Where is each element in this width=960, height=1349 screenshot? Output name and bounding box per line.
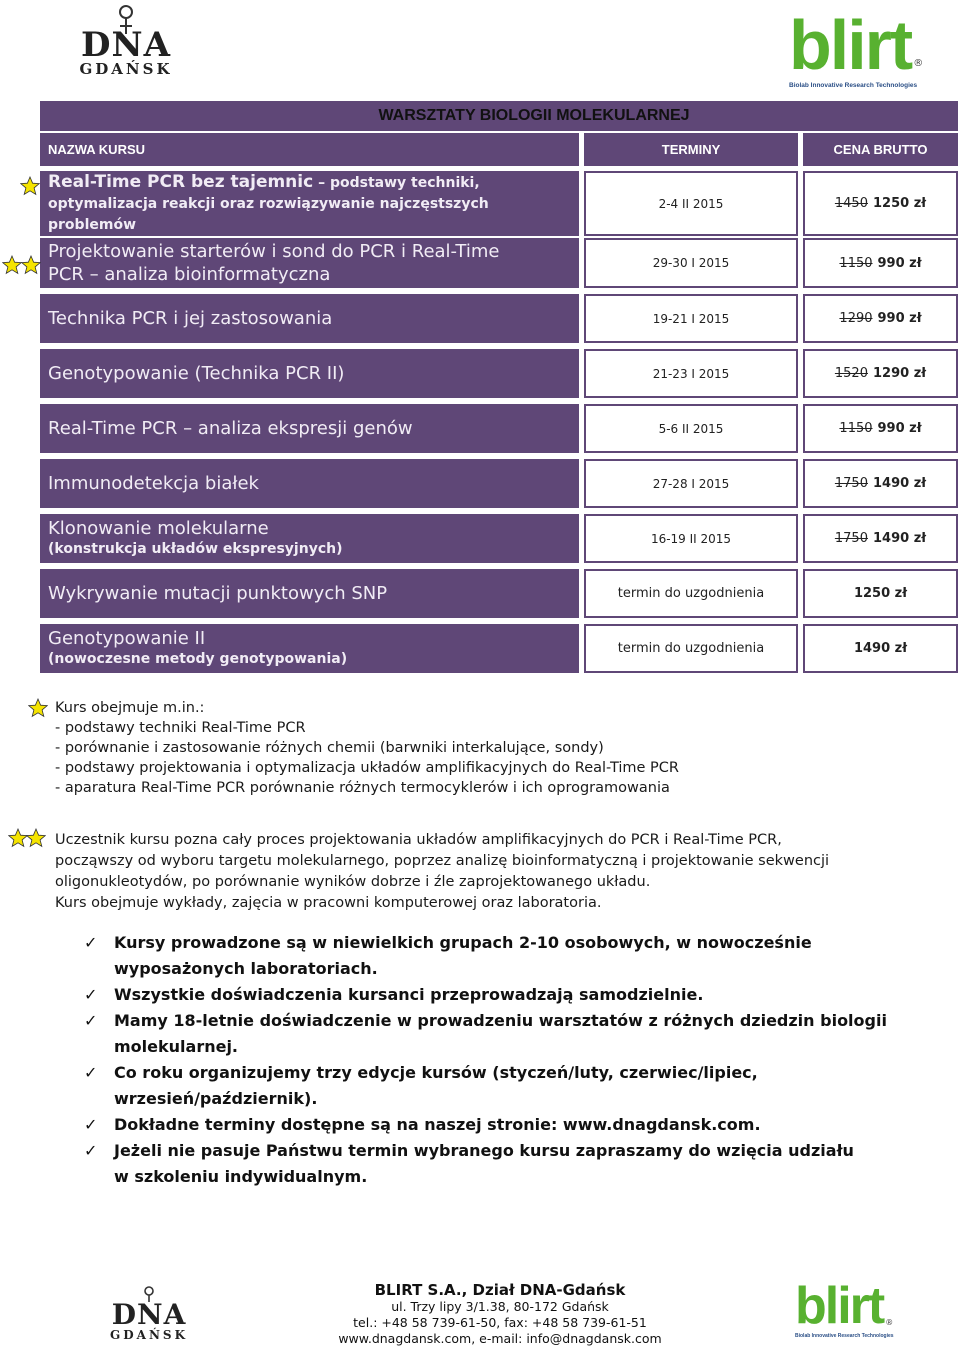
old-price: 1450 — [834, 196, 868, 211]
table-header-row — [40, 133, 958, 166]
old-price: 1150 — [839, 255, 873, 271]
new-price: 990 zł — [877, 311, 922, 326]
course-dates: 2-4 II 2015 — [584, 171, 798, 236]
course-price-cell — [803, 238, 958, 288]
dna-logo-word: DNA — [111, 1298, 187, 1331]
list-item-line: Dokładne terminy dostępne są na naszej stronie: www.dnagdansk.com. — [114, 1115, 761, 1134]
new-price: 1290 zł — [872, 366, 927, 381]
new-price: 1490 zł — [853, 641, 908, 656]
course-name-cell — [40, 514, 579, 563]
course-name-cell — [40, 404, 579, 453]
list-item — [84, 1112, 887, 1138]
blirt-logo-subtitle: Biolab Innovative Research Technologies — [795, 1333, 894, 1339]
course-price-cell — [803, 459, 958, 508]
course-dates: 5-6 II 2015 — [584, 404, 798, 453]
check-icon: ✓ — [84, 1141, 98, 1160]
note-line: Kurs obejmuje wykłady, zajęcia w pracowni komputerowej oraz laboratoria. — [55, 895, 602, 911]
course-name: Klonowanie molekularne — [48, 517, 269, 539]
note-line: - podstawy projektowania i optymalizacja układów amplifikacyjnych do Real-Time PCR — [55, 760, 679, 776]
header-price: CENA BRUTTO — [803, 133, 958, 166]
course-scope-notes — [55, 698, 679, 798]
note-line: począwszy od wyboru targetu molekularnego, poprzez analizę bioinformatyczną i projektowanie sekwencji — [55, 853, 830, 869]
course-name-cell — [40, 624, 579, 673]
old-price: 1290 — [839, 311, 873, 326]
header-course-name: NAZWA KURSU — [40, 133, 579, 166]
course-price-cell — [803, 514, 958, 563]
table-row — [40, 514, 958, 563]
table-title: WARSZTATY BIOLOGII MOLEKULARNEJ — [40, 101, 958, 133]
footer-contact — [330, 1281, 670, 1347]
course-price-cell — [803, 569, 958, 618]
course-dates: 21-23 I 2015 — [584, 349, 798, 398]
table-row — [40, 624, 958, 673]
course-name: Genotypowanie (Technika PCR II) — [48, 363, 345, 384]
dna-logo-city: GDAŃSK — [79, 60, 173, 78]
course-name: Immunodetekcja białek — [48, 473, 259, 494]
course-name: Projektowanie starterów i sond do PCR i Real-Time PCR – analiza bioinformatyczna — [48, 241, 500, 285]
course-name: Real-Time PCR bez tajemnic — [48, 172, 314, 192]
note-line: Kurs obejmuje m.in.: — [55, 700, 205, 716]
course-subtitle: – podstawy techniki, optymalizacja reakcji oraz rozwiązywanie najczęstszych problemów — [48, 175, 489, 233]
course-dates: 29-30 I 2015 — [584, 238, 798, 288]
course-dates: 27-28 I 2015 — [584, 459, 798, 508]
old-price: 1150 — [839, 421, 873, 436]
course-name-cell — [40, 171, 579, 236]
list-item — [84, 1008, 887, 1060]
course-price-cell — [803, 294, 958, 343]
table-row — [40, 404, 958, 453]
list-item — [84, 1060, 887, 1112]
note-line: oligonukleotydów, po porównanie wyników dobrze i źle zaprojektowanego układu. — [55, 874, 651, 890]
list-item-line: Mamy 18-letnie doświadczenie w prowadzeniu warsztatów z różnych dziedzin biologii — [114, 1011, 887, 1030]
note-line: - podstawy techniki Real-Time PCR — [55, 720, 306, 736]
table-row — [40, 569, 958, 618]
new-price: 990 zł — [877, 255, 922, 271]
course-name: Genotypowanie II — [48, 627, 206, 649]
list-item — [84, 930, 887, 982]
table-row — [40, 294, 958, 343]
table-row — [40, 459, 958, 508]
blirt-logo-subtitle: Biolab Innovative Research Technologies — [789, 82, 918, 89]
blirt-registered-mark: ® — [885, 1318, 894, 1327]
course-description-notes — [55, 830, 829, 914]
dna-logo-city: GDAŃSK — [109, 1328, 189, 1342]
old-price: 1750 — [834, 531, 868, 546]
courses-table — [40, 101, 958, 673]
course-dates: termin do uzgodnienia — [584, 624, 798, 673]
footer-web[interactable]: www.dnagdansk.com, e-mail: info@dnagdansk.com — [338, 1331, 662, 1346]
list-item-line: wrzesień/październik). — [114, 1089, 318, 1108]
course-name-cell — [40, 459, 579, 508]
footer-phone: tel.: +48 58 739-61-50, fax: +48 58 739-61-51 — [353, 1315, 647, 1330]
course-subtitle: (konstrukcja układów ekspresyjnych) — [48, 540, 343, 557]
course-price-cell — [803, 624, 958, 673]
star-icon — [21, 255, 41, 275]
blirt-logo-footer — [795, 1277, 905, 1339]
new-price: 1250 zł — [872, 196, 927, 211]
footer-company: BLIRT S.A., Dział DNA-Gdańsk — [374, 1281, 626, 1299]
course-dates: termin do uzgodnienia — [584, 569, 798, 618]
list-item-line: w szkoleniu indywidualnym. — [114, 1167, 368, 1186]
note-line: Uczestnik kursu pozna cały proces projektowania układów amplifikacyjnych do PCR i Real-Time PCR, — [55, 832, 782, 848]
dna-logo-word: DNA — [81, 25, 171, 65]
check-icon: ✓ — [84, 1011, 98, 1030]
blirt-logo — [789, 6, 929, 89]
old-price: 1520 — [834, 366, 868, 381]
table-row — [40, 238, 958, 288]
list-item — [84, 1138, 887, 1190]
old-price: 1750 — [834, 476, 868, 491]
header-dates: TERMINY — [584, 133, 798, 166]
check-icon: ✓ — [84, 1115, 98, 1134]
note-line: - aparatura Real-Time PCR porównanie różnych termocyklerów i ich oprogramowania — [55, 780, 670, 796]
dna-gdansk-logo — [74, 4, 178, 78]
list-item-line: wyposażonych laboratoriach. — [114, 959, 378, 978]
benefits-checklist — [84, 930, 887, 1190]
new-price: 990 zł — [877, 421, 922, 436]
new-price: 1490 zł — [872, 476, 927, 491]
new-price: 1490 zł — [872, 531, 927, 546]
check-icon: ✓ — [84, 985, 98, 1004]
new-price: 1250 zł — [853, 586, 908, 601]
dna-gdansk-logo-footer — [108, 1286, 190, 1342]
list-item-line: molekularnej. — [114, 1037, 239, 1056]
course-price-cell — [803, 171, 958, 236]
blirt-logo-word: blirt — [795, 1277, 884, 1335]
course-name-cell — [40, 349, 579, 398]
table-row — [40, 349, 958, 398]
list-item-line: Kursy prowadzone są w niewielkich grupach 2-10 osobowych, w nowocześnie — [114, 933, 812, 952]
course-name: Real-Time PCR – analiza ekspresji genów — [48, 418, 413, 439]
check-icon: ✓ — [84, 933, 98, 952]
star-icon — [20, 176, 40, 196]
table-row — [40, 171, 958, 236]
list-item — [84, 982, 887, 1008]
star-icon — [26, 828, 46, 848]
list-item-line: Wszystkie doświadczenia kursanci przeprowadzają samodzielnie. — [114, 985, 704, 1004]
course-price-cell — [803, 404, 958, 453]
footer-address: ul. Trzy lipy 3/1.38, 80-172 Gdańsk — [391, 1299, 609, 1314]
course-subtitle: (nowoczesne metody genotypowania) — [48, 650, 348, 667]
star-icon — [8, 828, 28, 848]
course-name-cell — [40, 238, 579, 288]
course-dates: 19-21 I 2015 — [584, 294, 798, 343]
note-line: - porównanie i zastosowanie różnych chemii (barwniki interkalujące, sondy) — [55, 740, 604, 756]
course-name-cell — [40, 294, 579, 343]
list-item-line: Co roku organizujemy trzy edycje kursów (styczeń/luty, czerwiec/lipiec, — [114, 1063, 758, 1082]
blirt-logo-word: blirt — [789, 6, 912, 84]
list-item-line: Jeżeli nie pasuje Państwu termin wybranego kursu zapraszamy do wzięcia udziału — [114, 1141, 854, 1160]
course-name: Technika PCR i jej zastosowania — [48, 308, 333, 329]
blirt-registered-mark: ® — [913, 58, 924, 69]
check-icon: ✓ — [84, 1063, 98, 1082]
course-name-cell — [40, 569, 579, 618]
star-icon — [28, 698, 48, 718]
course-dates: 16-19 II 2015 — [584, 514, 798, 563]
star-icon — [2, 255, 22, 275]
course-price-cell — [803, 349, 958, 398]
course-name: Wykrywanie mutacji punktowych SNP — [48, 583, 388, 604]
